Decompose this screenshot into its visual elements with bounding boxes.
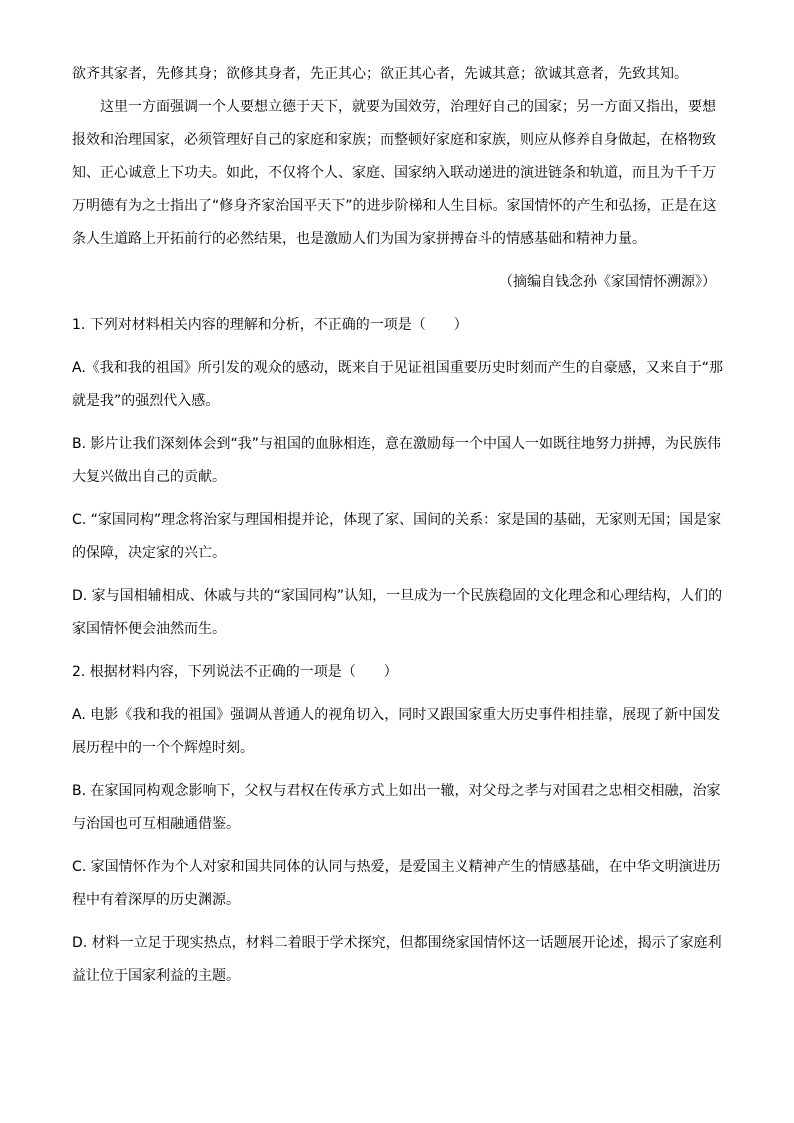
option-c: C. 家国情怀作为个人对家和国共同体的认同与热爱，是爱国主义精神产生的情感基础，在中华文明演进历程中有着深厚的历史渊源。: [72, 859, 721, 908]
option-a: A. 电影《我和我的祖国》强调从普通人的视角切入，同时又跟国家重大历史事件相挂靠，展现了新中国发展历程中的一个个辉煌时刻。: [72, 707, 721, 756]
passage-line: 欲齐其家者，先修其身；欲修其身者，先正其心；欲正其心者，先诚其意；欲诚其意者，先致其知。: [72, 66, 688, 82]
question-2: [72, 656, 724, 993]
option-c: C. “家国同构”理念将治家与理国相提并论，体现了家、国间的关系：家是国的基础，无家则无国；国是家的保障，决定家的兴亡。: [72, 512, 722, 561]
option-b: B. 在家国同构观念影响下，父权与君权在传承方式上如出一辙，对父母之孝与对国君之忠相交相融，治家与治国也可互相融通借鉴。: [72, 783, 721, 832]
question-1: [72, 309, 724, 646]
option-a: A.《我和我的祖国》所引发的观众的感动，既来自于见证祖国重要历史时刻而产生的自豪感，又来自于“那就是我”的强烈代入感。: [72, 360, 724, 409]
option-b: B. 影片让我们深刻体会到“我”与祖国的血脉相连，意在激励每一个中国人一如既往地努力拼搏，为民族伟大复兴做出自己的贡献。: [72, 436, 722, 485]
passage-source: （摘编自钱念孙《家国情怀溯源》）: [499, 274, 716, 290]
option-d: D. 家与国相辅相成、休戚与共的“家国同构”认知，一旦成为一个民族稳固的文化理念和心理结构，人们的家国情怀便会油然而生。: [72, 588, 723, 637]
question-stem: 1. 下列对材料相关内容的理解和分析，不正确的一项是（ ）: [72, 317, 468, 333]
document-page: [72, 58, 724, 993]
option-d: D. 材料一立足于现实热点，材料二着眼于学术探究，但都围绕家国情怀这一话题展开论述，揭示了家庭利益让位于国家利益的主题。: [72, 935, 722, 984]
question-stem: 2. 根据材料内容，下列说法不正确的一项是（ ）: [72, 664, 398, 680]
passage-paragraph: 这里一方面强调一个人要想立德于天下，就要为国效劳，治理好自己的国家；另一方面又指出，要想报效和治理国家，必须管理好自己的家庭和家族；而整顿好家庭和家族，则应从修养自身做起，在格物致知、正心诚意上下功夫。如此，不仅将个人、家庭、国家纳入联动递进的演进链条和轨道，而且为千千万万明德有为之士指出了“修身齐家治国平天下”的进步阶梯和人生目标。家国情怀的产生和弘扬，正是在这条人生道路上开拓前行的必然结果，也是激励人们为国为家拼搏奋斗的情感基础和精神力量。: [72, 99, 717, 247]
